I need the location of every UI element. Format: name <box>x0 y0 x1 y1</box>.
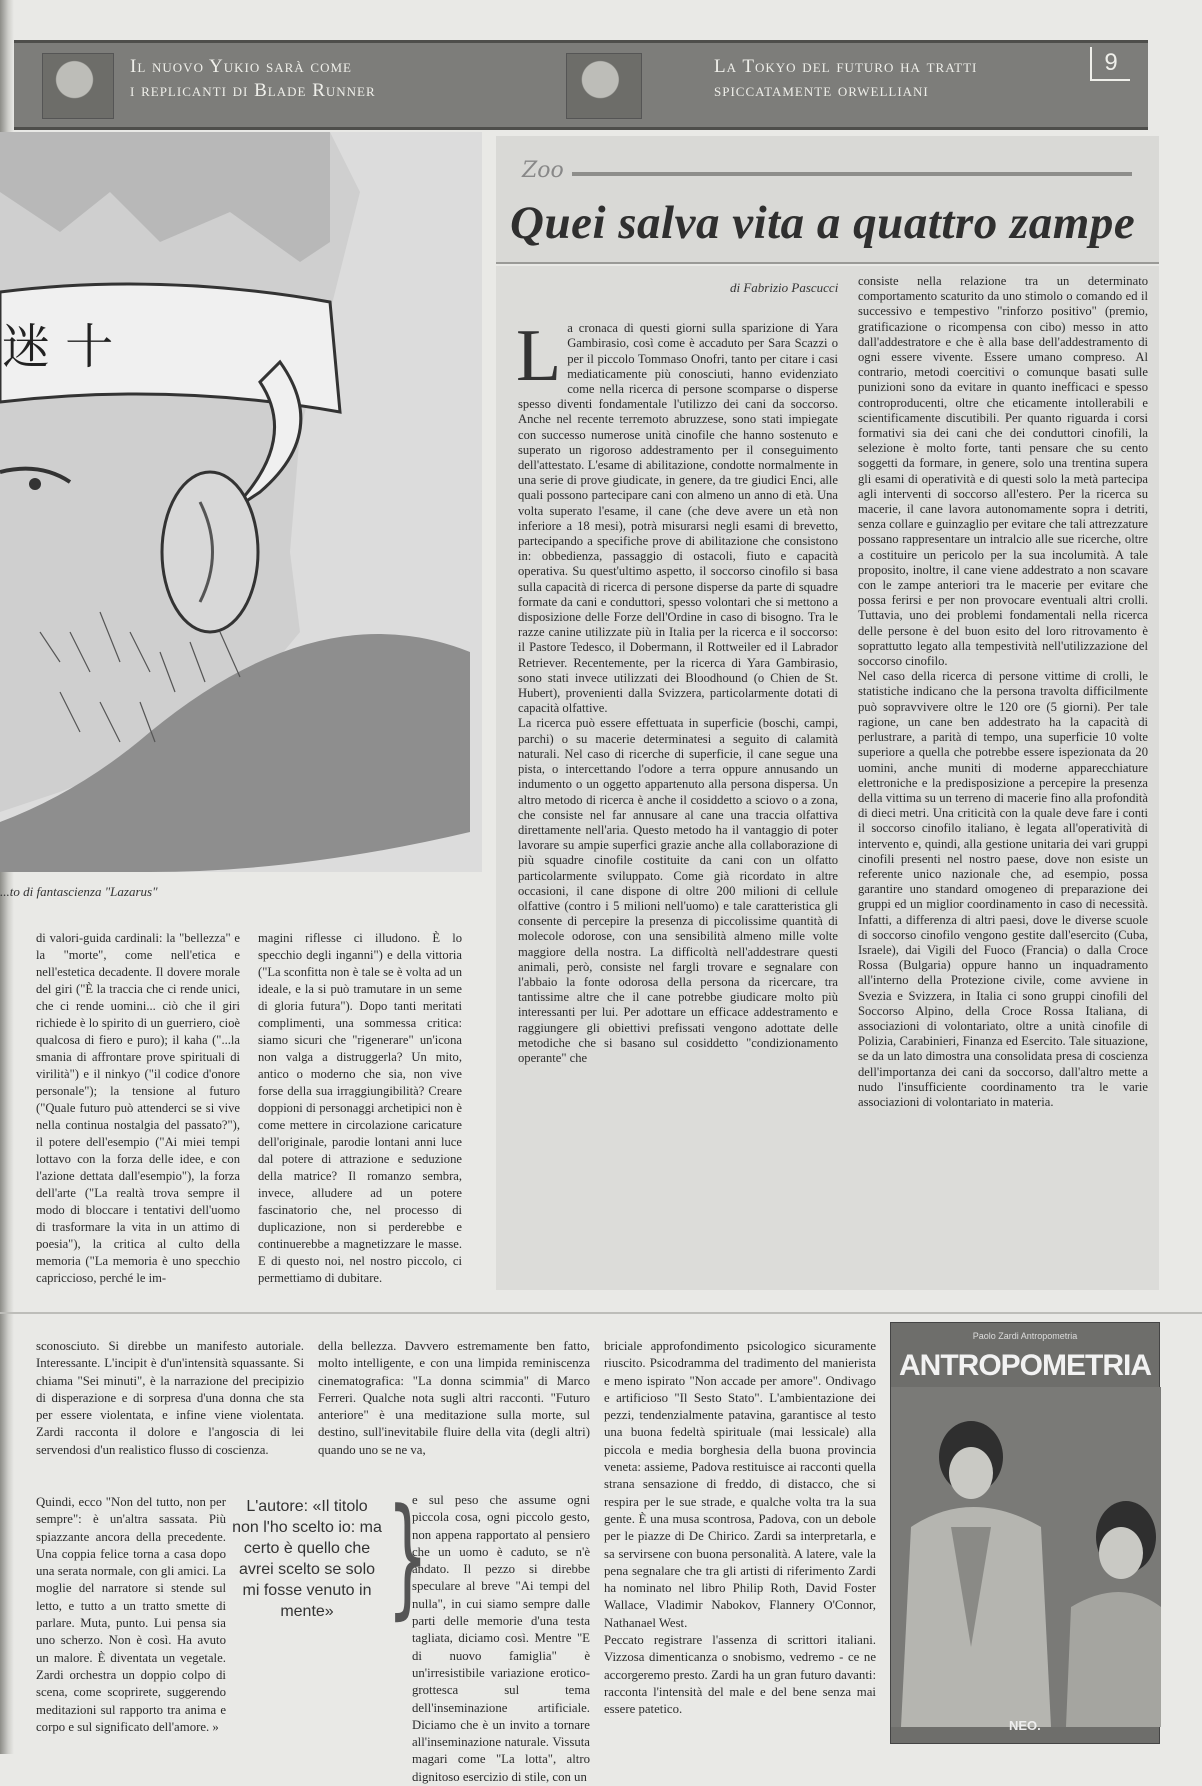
header-thumbnail-right <box>566 53 642 119</box>
comic-character-drawing <box>0 132 482 872</box>
book-cover-author: Paolo Zardi Antropometria <box>972 1331 1078 1341</box>
bottom-article-column-1-bottom: Quindi, ecco "Non del tutto, non per sempre": è un'altra sassata. Più spiazzante ancora della precedente. Una coppia felice torna a casa dopo una serata normale, con gli amici. La moglie del narratore si stende sul letto, e tutto a un tratto smette di parlare. Muta, punto. Lui pensa sia uno scherzo. Non è così. Ha avuto un malore. È diventata un vegetale. Zardi orchestra un doppio colpo di scena, come scoprirete, suggerendo meditazioni sul rapporto tra anima e corpo e sul significato dell'amore. » <box>36 1495 226 1734</box>
article-body <box>496 266 1159 1290</box>
pull-quote: L'autore: «Il titolo non l'ho scelto io: ma certo è quello che avrei scelto se solo mi fosse venuto in mente» <box>232 1498 382 1620</box>
left-article-column-2: magini riflesse ci illudono. È lo specchio degli inganni") e della vittoria ("La sconfitta non è tale se è volta ad un ideale, e la si può tramutare in un seme di gloria futura"). Dopo tanti meritati complimenti, una sommessa critica: siamo sicuri che "rigenerare" un'icona non valga a distruggerla? Un mito, antico o moderno che sia, non vive forse della sua irraggiungibilità? Creare doppioni di personaggi archetipici non è come mettere in circolazione caricature dell'originale, parodie lontani anni luce dal potere di attrazione e seduzione della matrice? Il romanzo sembra, invece, alludere ad un potere fascinatorio che, nel processo di duplicazione, non si perderebbe e continuerebbe a magnetizzare le masse. E di questo noi, nel nostro piccolo, ci permettiamo di dubitare. <box>258 931 462 1285</box>
bottom-article-column-2-top: della bellezza. Davvero estremamente ben fatto, molto intelligente, e con una limpida reminiscenza cinematografica: "La donna scimmia" di Marco Ferreri. Qualche nota sugli altri racconti. "Futuro anteriore" è una meditazione sulla morte, sul destino, sull'inevitabile fluire della vita (degli altri) quando uno se ne va, <box>318 1339 590 1457</box>
header-teaser-left <box>130 55 376 103</box>
section-logo: Zoo <box>522 158 564 183</box>
pull-quote-brace: } <box>387 1480 429 1632</box>
section-divider <box>0 1312 1202 1314</box>
article-column-1 <box>518 306 838 1280</box>
article-title-box <box>496 136 1159 264</box>
header-teaser-right <box>714 55 977 103</box>
header-teaser-left-line1: Il nuovo Yukio sarà come <box>130 56 352 77</box>
illustration-caption: ...to di fantascienza "Lazarus" <box>0 884 158 899</box>
article-byline: di Fabrizio Pascucci <box>730 280 839 295</box>
article-headline: Quei salva vita a quattro zampe <box>510 197 1136 249</box>
book-cover-title: ANTROPOMETRIA <box>899 1349 1151 1382</box>
header-teaser-left-line2: i replicanti di Blade Runner <box>130 80 376 101</box>
headband-glyphs: 迷 十 <box>2 319 114 375</box>
page-header-band <box>14 40 1148 130</box>
bottom-article-column-1-top: sconosciuto. Si direbbe un manifesto autoriale. Interessante. L'incipit è d'un'intensità squassante. Si chiama "Sei minuti", è la narrazione del precipizio di disperazione e di sorpresa d'una donna che sta per essere violentata, e infine viene violentata. Zardi racconta il dolore e l'angoscia di lei servendosi d'un realistico flusso di coscienza. <box>36 1339 304 1457</box>
header-teaser-right-line1: La Tokyo del futuro ha tratti <box>714 56 978 77</box>
page-number: 9 <box>1090 47 1130 81</box>
header-thumbnail-left <box>42 53 114 119</box>
section-rule <box>572 172 1132 176</box>
bottom-article-column-2-mid: e sul peso che assume ogni piccola cosa, ogni piccolo gesto, non appena rapportato al pensiero che un uomo è caduto, se n'è andato. Il pezzo si direbbe speculare al breve "Ai tempi del nulla", in cui siamo sempre dalle parti delle memorie d'una testa tagliata, diciamo così. Mentre "E di nuovo famiglia" è un'irresistibile variazione erotico-grottesca sul tema dell'inseminazione artificiale. Diciamo che è un invito a tornare all'inseminazione naturale. Vissuta magari come "La lotta", altro dignitoso esercizio di stile, con un <box>412 1493 590 1784</box>
book-cover-publisher: NEO. <box>1009 1718 1041 1733</box>
header-teaser-right-line2: spiccatamente orwelliani <box>714 80 929 101</box>
book-cover-image <box>890 1322 1160 1744</box>
drop-cap: L <box>516 315 562 398</box>
book-cover-artwork <box>891 1387 1161 1727</box>
article-column-2: consiste nella relazione tra un determinato comportamento scaturito da uno stimolo o comando ed il successivo e tempestivo "rinforzo positivo" (premio, gratificazione o ricompensa con cibo) messo in atto dall'addestratore e che è alla base dell'addestramento di ogni essere vivente. Essere umano compreso. Al contrario, metodi coercitivi o comunque basati sulle punizioni sono da evitare in quanto inefficaci e spesso controproducenti, oltre che eticamente intollerabili e scientificamente discutibili. Per quanto riguarda i corsi formativi sia dei cani che dei conduttori cinofili, la selezione è molto forte, tanti pensare che su cento soggetti da formare, in genere, solo una trentina supera gli esami di operatività e di questi solo la metà partecipa agli interventi di soccorso all'estero. Per la ricerca su macerie, il cane lavora autonomamente sopra i detriti, senza collare e guinzaglio per evitare che tali attrezzature possano rappresentare un intralcio alle sue ricerche, oltre a costituire un pericolo per la sua incolumità. A tale proposito, inoltre, il cane viene addestrato a non scavare con le zampe anteriori tra le macerie per evitare che possa ferirsi e per non provocare eventuali altri crolli. Tuttavia, uno dei problemi fondamentali nella ricerca delle persone è del buon esito del loro ritrovamento è soprattutto legato alla tempestività nell'utilizzazione del soccorso cinofilo. Nel caso della ricerca di persone vittime di crolli, le statistiche indicano che la persona travolta difficilmente può sopravvivere oltre le 120 ore (5 giorni). Per tale ragione, un cane ben addestrato ha la capacità di perlustrare, a parità di tempo, una superficie 10 volte superiore a quella che potrebbe essere ispezionata da 20 uomini, anche muniti di moderne apparecchiature elettroniche e la predisposizione a percepire la presenza della vittima su un terreno di macerie fino alla profondità di dieci metri. Una criticità con la quale deve fare i conti il soccorso cinofilo italiano, è legata all'operatività di intervento e, quindi, alla gestione unitaria dei vari gruppi cinofili presenti nel nostro paese, dove non esiste un referente unico nazionale che, ad esempio, possa garantire uno standard omogeneo di preparazione dei gruppi ed un miglior coordinamento in caso di necessità. Infatti, a differenza di altri paesi, dove le diverse scuole di soccorso cinofilo vengono gestite dall'esercito (Cuba, Israele), dai Vigili del Fuoco (Francia) o dalla Croce Rossa (Bulgaria) oppure hanno un inquadramento all'interno della Protezione civile, come avviene in Svezia e Svizzera, in Italia ci sono gruppi cinofili del Soccorso Alpino, della Croce Rossa Italiana, di associazioni di volontariato, oltre a unità cinofile di Polizia, Carabinieri, Finanza ed Esercito. Tale situazione, se da un lato dimostra una consolidata presa di coscienza dell'importanza dei cani da soccorso, dall'altro mette a nudo l'insufficiente coordinamento tra le varie associazioni di volontariato in materia. <box>858 274 1148 1109</box>
article-column-1-text: a cronaca di questi giorni sulla sparizione di Yara Gambirasio, così come è accaduto per Sara Scazzi o per il piccolo Tommaso Onofri, tanto per citare i casi mediaticamente più conosciuti, hanno evidenziato come nella ricerca di persone scomparse o disperse spesso diventi fondamentale l'utilizzo dei cani da soccorso. Anche nel recente terremoto abruzzese, sono stati impiegate con successo numerose unità cinofile che hanno sostenuto e superato un rigoroso addestramento per il conseguimento dell'attestato. L'esame di abilitazione, condotte normalmente in una serie di prove giudicate, in genere, da tre giudici Enci, alle quali possono partecipare cani con almeno un anno di età. Una volta superato l'esame, il cane (che deve avere un età non inferiore a 18 mesi), potrà misurarsi negli esami di brevetto, partecipando a specifiche prove di abilitazione che consistono in: obbedienza, passaggio di ostacoli, fiuto e capacità operativa. Su quest'ultimo aspetto, il soccorso cinofilo si basa sulla capacità di ricerca di persone disperse da parte di squadre formate da cani e conduttori, spesso volontari che si mettono a disposizione delle Forze dell'Ordine in caso di bisogno. Tra le razze canine utilizzate più in Italia per la ricerca e il soccorso: il Pastore Tedesco, il Dobermann, il Rottweiler ed il Labrador Retriever. Recentemente, per la ricerca di Yara Gambirasio, sono stati invece utilizzati dei Bloodhound (o Chien de St. Hubert), provenienti dalla Svizzera, particolarmente dotati di capacità olfattive. La ricerca può essere effettuata in superficie (boschi, campi, parchi) o su macerie determinatesi a seguito di calamità naturali. Nel caso di ricerche di superficie, il cane segue una pista, o intercettando l'odore a terra oppure annusando un indumento o un oggetto appartenuto alla persona dispersa. Un altro metodo di ricerca è anche il cosiddetto a sciovo o a zona, che consiste nel far annusare al cane una traccia olfattiva direttamente nell'aria. Questo metodo ha il vantaggio di poter lavorare su ampie superfici grazie anche alla collaborazione di più squadre cinofile costituite da cani con un olfatto particolarmente sviluppato. Come già ricordato in altre occasioni, il cane dispone di oltre 200 milioni di cellule olfattive (contro i 5 milioni nell'uomo) e tale caratteristica gli consente di percepire la presenza di piccolissime quantità di molecole odorose, con una sensibilità almeno mille volte maggiore della nostra. La difficoltà nell'addestrare questi animali, però, consiste nel fargli trovare e segnalare con l'abbaio la fonte odorosa della persona da ricercare, tra tantissime altre che il cane potrebbe giudicare molto più interessanti per lui. Per adottare un efficace addestramento e raggiungere gli obiettivi prefissati vengono adottate delle metodiche che si basano sul cosiddetto "condizionamento operante" che <box>518 321 838 1065</box>
left-article-column-1: di valori-guida cardinali: la "bellezza" e la "morte", come nell'etica e nell'estetica decadente. Il dovere morale del giri ("È la traccia che ci rende unici, che ci rende uomini... ciò che il giri richiede è lo spirito di un guerriero, cioè qualcosa di fiero e puro); il kaha ("...la smania di affrontare prove spirituali di virilità") e il ninkyo ("il codice d'onore personale"); la tensione al futuro ("Quale futuro può attenderci se si vive nella continua nostalgia del passato?"), il potere dell'esempio ("Ai miei tempi lottavo con la forza delle idee, e con l'azione dettata dall'esempio"), la forza dell'arte ("La realtà trova sempre il modo di bloccare i tentativi dell'uomo di trasformare la vita in un attimo di poesia"), la critica al culto della memoria ("La memoria è uno specchio capriccioso, perché le im- <box>36 931 240 1285</box>
comic-illustration <box>0 132 482 872</box>
bottom-article-column-3: briciale approfondimento psicologico sicuramente riuscito. Psicodramma del tradimento del manierista e meno ispirato "Non accade per amore". Ondivago e artificioso "Il Sesto Stato". L'ambientazione dei pezzi, tendenzialmente patavina, garantisce al testo una buona fedeltà spirituale (mai lessicale) alla piccola e media borghesia della buona provincia veneta: assieme, Padova restituisce ai racconti quella strana sensazione di freddo, di distacco, che si respira per le sue strade, e qualche volta tra la sua gente. È una musa scontrosa, Padova, con un debole per le piazze di De Chirico. Zardi sa interpretarla, e sa servirsene con buona personalità. A latere, vale la pena segnalare che tra gli artisti di riferimento Zardi ha nominato nel libro Philip Roth, David Foster Wallace, Vladimir Nabokov, Flannery O'Connor, Nathanael West. Peccato registrare l'assenza di scrittori italiani. Vizzosa dimenticanza o snobismo, vedremo - ce ne accorgeremo presto. Zardi ha un gran futuro davanti: racconta l'intensità del male e del bene senza mai essere patetico. <box>604 1339 876 1717</box>
